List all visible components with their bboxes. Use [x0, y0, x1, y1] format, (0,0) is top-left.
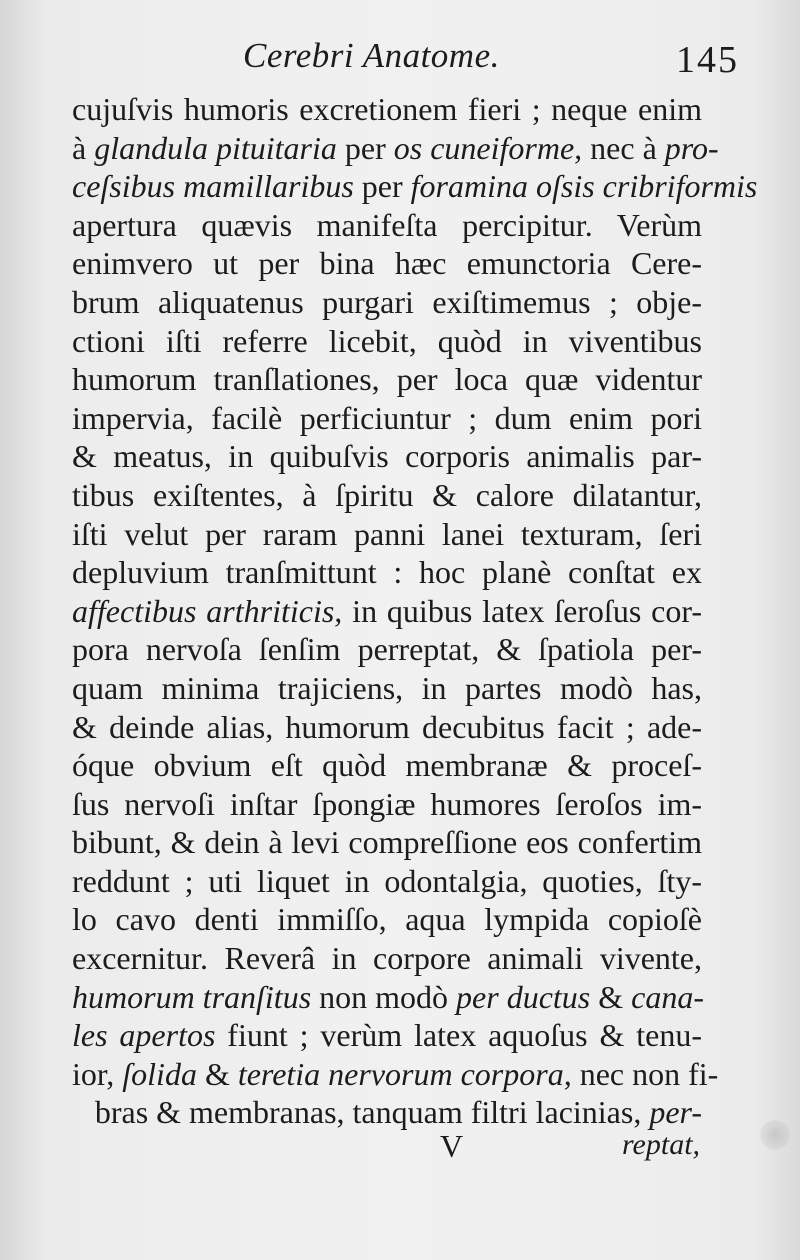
italic-segment: ſolida — [122, 1055, 197, 1092]
text-segment: humorum tranſlationes, per loca quæ videntur — [72, 361, 702, 398]
text-segment: & — [196, 1055, 238, 1092]
text-line — [72, 669, 702, 708]
text-segment: bibunt, & dein à levi compreſſione eos confertim — [72, 824, 702, 861]
italic-segment: pro- — [664, 129, 719, 166]
text-line — [72, 978, 702, 1017]
text-segment: brum aliquatenus purgari exiſtimemus ; obje- — [72, 283, 702, 320]
running-head — [0, 36, 800, 92]
italic-segment: humorum tranſitus — [72, 978, 312, 1015]
italic-segment: les apertos — [72, 1017, 216, 1054]
text-line — [72, 592, 702, 631]
text-segment: & — [590, 978, 632, 1015]
text-segment: óque obvium eſt quòd membranæ & proceſ- — [72, 747, 702, 784]
running-title: Cerebri Anatome. — [243, 36, 500, 75]
text-line — [72, 785, 702, 824]
italic-segment: cana- — [631, 978, 704, 1015]
text-segment: tibus exiſtentes, à ſpiritu & calore dilatantur, — [72, 476, 702, 513]
text-segment: apertura quævis manifeſta percipitur. Verùm — [72, 206, 702, 243]
page-number: 145 — [676, 39, 739, 81]
text-segment: nec à — [582, 129, 665, 166]
text-line — [72, 900, 702, 939]
text-segment: à — [72, 129, 95, 166]
italic-segment: teretia nervorum corpora, — [237, 1055, 572, 1092]
text-line — [72, 746, 702, 785]
text-body — [72, 90, 758, 1132]
signature-mark: V — [440, 1128, 464, 1164]
text-line — [72, 515, 702, 554]
text-segment: & deinde alias, humorum decubitus facit ; ade- — [72, 708, 702, 745]
italic-segment: ceſsibus mamillaribus — [72, 168, 354, 205]
text-segment: excernitur. Reverâ in corpore animali vivente, — [72, 940, 702, 977]
italic-segment: per- — [649, 1094, 702, 1131]
text-line — [72, 360, 702, 399]
italic-segment: os cuneiforme, — [393, 129, 583, 166]
text-line — [72, 206, 702, 245]
text-segment: quam minima trajiciens, in partes modò has, — [72, 669, 702, 706]
text-line — [72, 939, 702, 978]
catchword: reptat, — [622, 1128, 701, 1161]
text-segment: cujuſvis humoris excretionem fieri ; neque enim — [72, 91, 702, 127]
text-line — [72, 399, 702, 438]
text-line — [72, 1055, 719, 1094]
text-segment: iſti velut per raram panni lanei texturam, ſeri — [72, 515, 702, 552]
italic-segment: foramina oſsis cribriformis — [410, 168, 758, 205]
text-segment: ctioni iſti referre licebit, quòd in viventibus — [72, 322, 702, 359]
text-line — [72, 437, 702, 476]
text-segment: non modò — [311, 978, 457, 1015]
text-segment: fiunt ; verùm latex aquoſus & tenu- — [215, 1017, 702, 1054]
text-segment: per — [353, 168, 411, 205]
text-segment: nec non fi- — [571, 1055, 719, 1092]
italic-segment: affectibus arthriticis, — [72, 592, 343, 629]
text-line — [72, 1016, 702, 1055]
text-segment: lo cavo denti immiſſo, aqua lympida copioſè — [72, 901, 702, 938]
text-line — [72, 630, 702, 669]
text-line — [72, 476, 702, 515]
text-line — [72, 322, 702, 361]
text-line — [72, 708, 702, 747]
text-line — [72, 862, 702, 901]
text-line — [72, 244, 702, 283]
text-segment: ſus nervoſi inſtar ſpongiæ humores ſeroſos im- — [72, 785, 702, 822]
text-line — [72, 90, 702, 129]
text-line — [72, 129, 719, 168]
text-segment: pora nervoſa ſenſim perreptat, & ſpatiola per- — [72, 631, 702, 668]
italic-segment: glandula pituitaria — [94, 129, 337, 166]
text-segment: enimvero ut per bina hæc emunctoria Cere- — [72, 245, 702, 282]
text-line — [72, 1093, 702, 1132]
text-line — [72, 283, 702, 322]
text-line — [72, 167, 758, 206]
ink-blot — [760, 1120, 790, 1150]
text-segment: reddunt ; uti liquet in odontalgia, quoties, ſty- — [72, 862, 702, 899]
text-segment: bras & membranas, tanquam filtri lacinias, — [94, 1094, 650, 1131]
italic-segment: per ductus — [456, 978, 591, 1015]
text-segment: impervia, facilè perficiuntur ; dum enim pori — [72, 399, 702, 436]
text-segment: & meatus, in quibuſvis corporis animalis par- — [72, 438, 702, 475]
text-line — [72, 823, 702, 862]
text-segment: per — [336, 129, 394, 166]
text-segment: in quibus latex ſeroſus cor- — [342, 592, 703, 629]
page-footer — [0, 1128, 800, 1178]
text-segment: ior, — [72, 1055, 123, 1092]
text-segment: depluvium tranſmittunt : hoc planè conſtat ex — [72, 554, 702, 591]
text-line — [72, 553, 702, 592]
